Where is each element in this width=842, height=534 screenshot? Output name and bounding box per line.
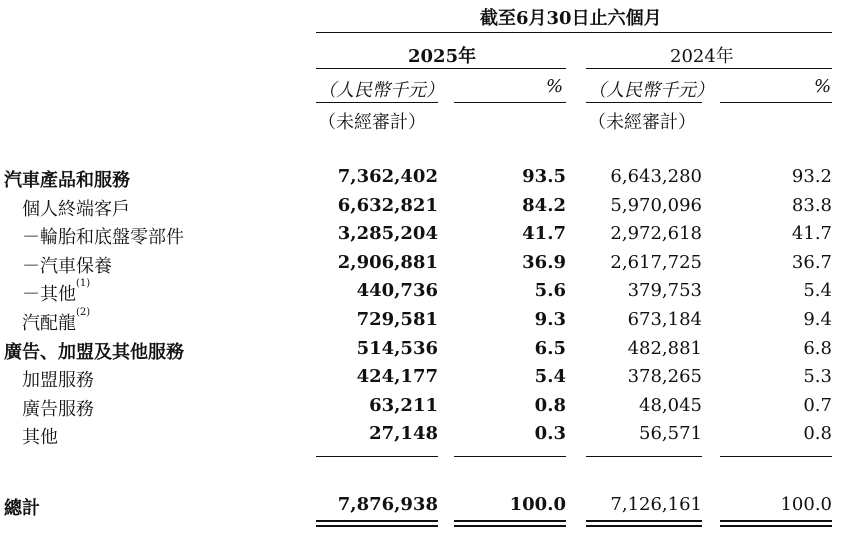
row-label-text: －輪胎和底盤零部件: [22, 227, 184, 248]
row-label: [22, 309, 90, 335]
table-row: [0, 366, 842, 392]
prior-percent: 41.7: [791, 223, 832, 244]
percent-label-prior: %: [814, 76, 832, 97]
current-amount: 3,285,204: [337, 223, 438, 244]
row-label: [22, 423, 58, 449]
unit-rule-4: [720, 102, 832, 103]
unit-label-current: （人民幣千元）: [318, 80, 444, 101]
prior-percent: 0.7: [803, 395, 832, 416]
prior-percent: 5.3: [803, 366, 832, 387]
prior-amount: 673,184: [627, 309, 702, 330]
row-label: [22, 395, 94, 421]
total-rule-4a: [720, 520, 832, 522]
prior-amount: 56,571: [639, 423, 702, 444]
prior-amount: 379,753: [627, 280, 702, 301]
unit-rule-1: [316, 102, 438, 103]
current-amount: 27,148: [369, 423, 438, 444]
unit-rule-2: [454, 102, 566, 103]
year-prior-heading: 2024年: [670, 46, 734, 67]
table-row: [0, 423, 842, 449]
row-label: [22, 195, 130, 221]
footnote-marker: (2): [76, 307, 91, 318]
total-rule-3a: [586, 520, 702, 522]
prior-percent: 9.4: [803, 309, 832, 330]
row-label: [22, 252, 112, 278]
current-percent: 0.8: [534, 395, 566, 416]
prior-percent: 93.2: [791, 166, 832, 187]
total-rule-4b: [720, 525, 832, 527]
table-row: [0, 252, 842, 278]
total-current-amount: 7,876,938: [337, 494, 438, 515]
row-label-text: 其他: [22, 427, 58, 448]
total-row: [0, 494, 842, 520]
unit-label-prior: （人民幣千元）: [588, 80, 714, 101]
prior-amount: 378,265: [627, 366, 702, 387]
current-percent: 93.5: [522, 166, 566, 187]
prior-percent: 5.4: [803, 280, 832, 301]
year-current-heading: 2025年: [408, 46, 477, 67]
prior-percent: 36.7: [791, 252, 832, 273]
unit-rule-3: [586, 102, 702, 103]
total-rule-2b: [454, 525, 566, 527]
current-amount: 424,177: [356, 366, 438, 387]
current-amount: 6,632,821: [337, 195, 438, 216]
row-label: [4, 166, 130, 192]
current-percent: 84.2: [522, 195, 566, 216]
prior-amount: 48,045: [639, 395, 702, 416]
prior-amount: 482,881: [627, 338, 702, 359]
row-label: [22, 366, 94, 392]
row-label-text: 加盟服務: [22, 370, 94, 391]
row-label-text: 個人終端客戶: [22, 199, 130, 220]
current-percent: 9.3: [534, 309, 566, 330]
current-amount: 63,211: [369, 395, 438, 416]
current-percent: 6.5: [534, 338, 566, 359]
total-rule-3b: [586, 525, 702, 527]
table-row: [0, 309, 842, 335]
subtotal-rule-4: [720, 456, 832, 457]
total-rule-1a: [316, 520, 438, 522]
total-label: 總計: [4, 498, 40, 519]
footnote-marker: (1): [76, 278, 91, 289]
row-label: [22, 280, 90, 306]
subtotal-rule-2: [454, 456, 566, 457]
row-label-text: 廣告、加盟及其他服務: [4, 342, 184, 363]
year-prior-rule: [586, 68, 832, 69]
percent-label-current: %: [546, 76, 564, 97]
audit-label-current: （未經審計）: [318, 112, 426, 133]
prior-amount: 6,643,280: [610, 166, 702, 187]
period-heading: 截至6月30日止六個月: [480, 8, 662, 29]
year-current-rule: [316, 68, 566, 69]
current-percent: 0.3: [534, 423, 566, 444]
table-row: [0, 166, 842, 192]
prior-percent: 6.8: [803, 338, 832, 359]
total-current-percent: 100.0: [509, 494, 566, 515]
audit-label-prior: （未經審計）: [588, 112, 696, 133]
total-rule-1b: [316, 525, 438, 527]
subtotal-rule-3: [586, 456, 702, 457]
prior-amount: 5,970,096: [610, 195, 702, 216]
prior-percent: 83.8: [791, 195, 832, 216]
total-rule-2a: [454, 520, 566, 522]
current-percent: 5.4: [534, 366, 566, 387]
row-label-text: 廣告服務: [22, 399, 94, 420]
current-percent: 36.9: [522, 252, 566, 273]
current-amount: 7,362,402: [337, 166, 438, 187]
row-label-text: －汽車保養: [22, 256, 112, 277]
table-row: [0, 395, 842, 421]
period-rule: [316, 32, 832, 33]
row-label-text: －其他: [22, 284, 76, 305]
table-row: [0, 223, 842, 249]
subtotal-rule-1: [316, 456, 438, 457]
current-amount: 2,906,881: [337, 252, 438, 273]
prior-percent: 0.8: [803, 423, 832, 444]
table-row: [0, 280, 842, 306]
row-label: [22, 223, 184, 249]
current-amount: 729,581: [356, 309, 438, 330]
prior-amount: 2,972,618: [610, 223, 702, 244]
table-row: [0, 195, 842, 221]
prior-amount: 2,617,725: [610, 252, 702, 273]
table-row: [0, 338, 842, 364]
row-label-text: 汽配龍: [22, 313, 76, 334]
current-amount: 514,536: [356, 338, 438, 359]
current-percent: 5.6: [534, 280, 566, 301]
total-prior-amount: 7,126,161: [610, 494, 702, 515]
current-amount: 440,736: [356, 280, 438, 301]
current-percent: 41.7: [522, 223, 566, 244]
row-label-text: 汽車產品和服務: [4, 170, 130, 191]
row-label: [4, 338, 184, 364]
total-prior-percent: 100.0: [780, 494, 832, 515]
